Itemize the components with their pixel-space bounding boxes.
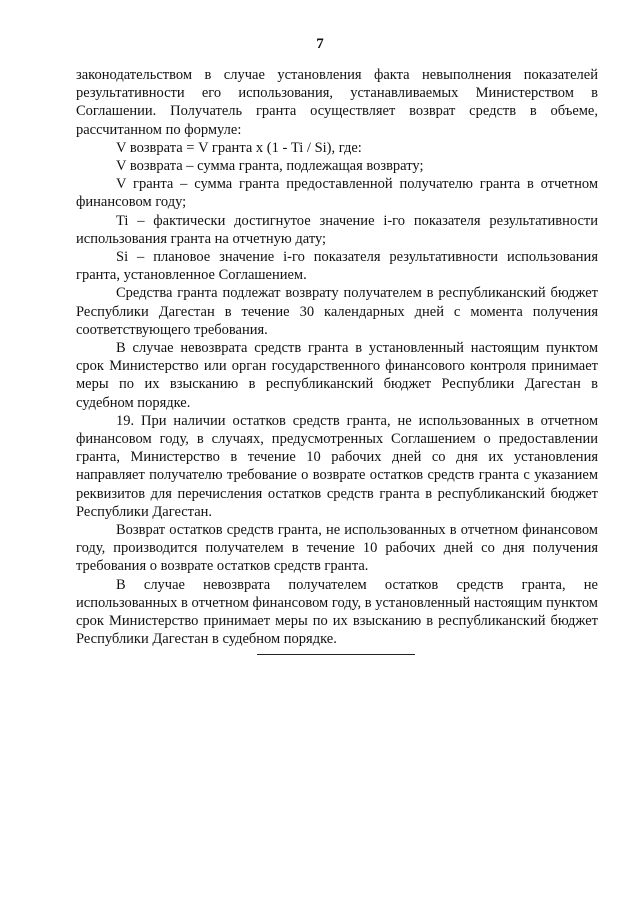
paragraph-continuation: законодательством в случае установления факта невыполнения показателей результативности его использования, устанавливаемых Министерством в Соглашении. Получатель гранта осуществляет возврат средств в объеме, рассчитанном по формуле:: [76, 67, 598, 138]
paragraph-item-19: 19. При наличии остатков средств гранта, не использованных в отчетном финансовом году, в случаях, предусмотренных Соглашением о предоставлении гранта, Министерство в течение 10 рабочих дней со дня их установления направляет получателю требование о возврате остатков средств гранта с указанием реквизитов для перечисления остатков средств гранта в республиканский бюджет Республики Дагестан.: [76, 412, 598, 520]
paragraph-return-deadline: Средства гранта подлежат возврату получателем в республиканский бюджет Республики Дагестан в течение 30 календарных дней с момента получения соответствующего требования.: [76, 285, 598, 338]
formula-definition-v-grant: V гранта – сумма гранта предоставленной получателю гранта в отчетном финансовом году;: [76, 176, 598, 211]
page-number: 7: [316, 36, 324, 52]
paragraph-balance-return: Возврат остатков средств гранта, не использованных в отчетном финансовом году, производится получателем в течение 10 рабочих дней со дня получения требования о возврате остатков средств гранта.: [76, 522, 598, 575]
formula-definition-v-return: V возврата – сумма гранта, подлежащая возврату;: [116, 158, 424, 175]
paragraph-non-return-measures: В случае невозврата средств гранта в установленный настоящим пунктом срок Министерство или орган государственного финансового контроля принимает меры по их взысканию в республиканский бюджет Республики Дагестан в судебном порядке.: [76, 340, 598, 411]
formula-definition-si: Si – плановое значение i-го показателя результативности использования гранта, установленное Соглашением.: [76, 249, 598, 284]
formula-definition-ti: Ti – фактически достигнутое значение i-го показателя результативности использования гранта на отчетную дату;: [76, 212, 598, 247]
document-body: [76, 66, 598, 649]
end-separator-line: [257, 654, 415, 655]
paragraph-balance-non-return: В случае невозврата получателем остатков средств гранта, не использованных в отчетном финансовом году, в установленный настоящим пунктом срок Министерство принимает меры по их взысканию в республиканский бюджет Республики Дагестан в судебном порядке.: [76, 576, 598, 648]
formula-line: V возврата = V гранта х (1 - Ti / Si), где:: [116, 139, 362, 156]
